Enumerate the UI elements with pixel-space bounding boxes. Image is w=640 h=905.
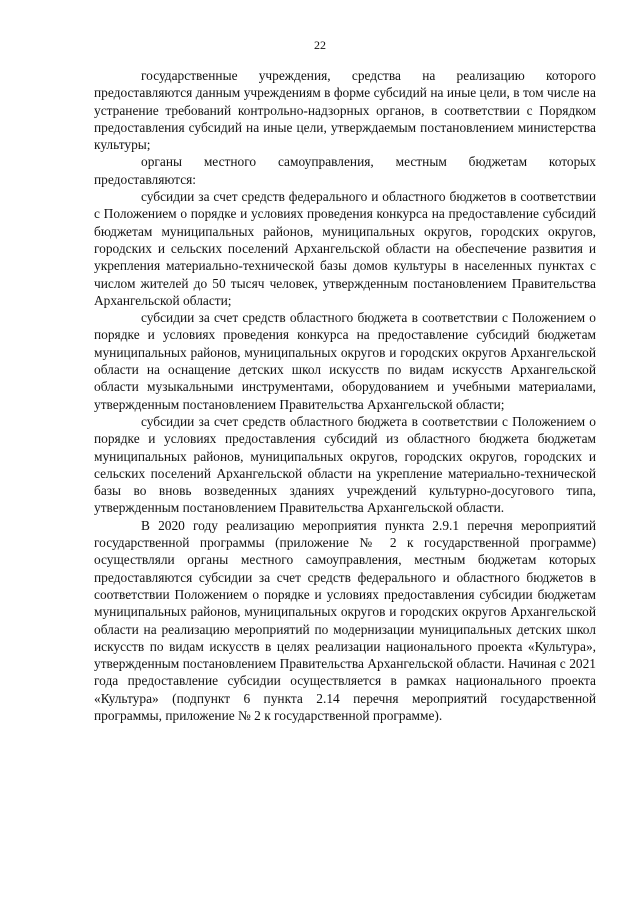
paragraph-subsidy-new-buildings: субсидии за счет средств областного бюджета в соответствии с Положением о порядке и условиях предоставления субсидий из областного бюджета бюджетам муниципальных районов, муниципальных округов, городских округов, городских и сельских поселений Архангельской области на укрепление материально-технической базы во вновь возведенных зданиях учреждений культурно-досугового типа, утвержденным постановлением Правительства Архангельской области. [94,413,596,516]
paragraph-continuation: государственные учреждения, средства на реализацию которого предоставляются данным учреждениям в форме субсидий на иные цели, в том числе на устранение требований контрольно-надзорных органов, в соответствии с Порядком предоставления субсидий на иные цели, утверждаемым постановлением министерства культуры; [94,68,596,153]
paragraph-subsidy-culture-houses: субсидии за счет средств федерального и областного бюджетов в соответствии с Положением о порядке и условиях проведения конкурса на предоставление субсидий бюджетам муниципальных районов, муниципальных округов, городских округов, городских и сельских поселений Архангельской области на обеспечение развития и укрепления материально-технической базы домов культуры в населенных пунктах с числом жителей до 50 тысяч человек, утвержденным постановлением Правительства Архангельской области; [94,189,596,308]
paragraph-subsidy-art-schools: субсидии за счет средств областного бюджета в соответствии с Положением о порядке и условиях проведения конкурса на предоставление субсидий бюджетам муниципальных районов, муниципальных округов и городских округов Архангельской области на оснащение детских школ искусств по видам искусств Архангельской области музыкальными инструментами, оборудованием и учебными материалами, утвержденным постановлением Правительства Архангельской области; [94,310,596,412]
paragraph-local-governments: органы местного самоуправления, местным бюджетам которых предоставляются: [94,154,596,187]
page-number: 22 [314,38,326,52]
document-body [94,67,596,724]
paragraph-2020-implementation: В 2020 году реализацию мероприятия пункта 2.9.1 перечня мероприятий государственной программы (приложение № 2 к государственной программе) осуществляли органы местного самоуправления, местным бюджетам которых предоставляются субсидии за счет средств федерального и областного бюджетов в соответствии Положением о порядке и условиях предоставления субсидии бюджетам муниципальных районов, муниципальных округов и городских округов Архангельской области на реализацию мероприятий по модернизации муниципальных детских школ искусств по видам искусств в целях реализации национального проекта «Культура», утвержденным постановлением Правительства Архангельской области. Начиная с 2021 года предоставление субсидии осуществляется в рамках национального проекта «Культура» (подпункт 6 пункта 2.14 перечня мероприятий государственной программы, приложение № 2 к государственной программе). [94,517,596,723]
